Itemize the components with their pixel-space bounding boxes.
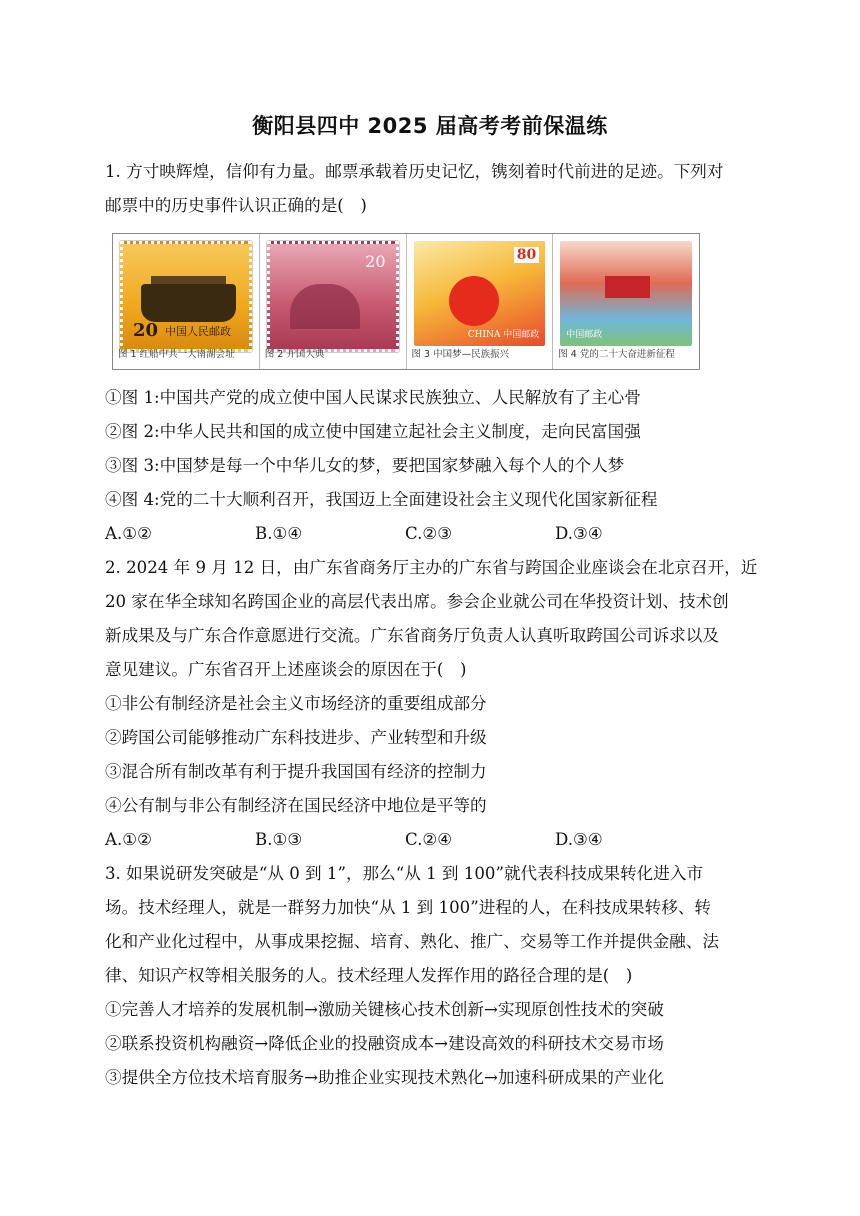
q1-stem-line: 邮票中的历史事件认识正确的是( ) (105, 196, 367, 215)
q2-stem-line: 2. 2024 年 9 月 12 日，由广东省商务厅主办的广东省与跨国企业座谈会在北京召开，近 (105, 558, 758, 577)
stamp-4-issuer: 中国邮政 (566, 330, 603, 340)
stamp-3-issuer: CHINA 中国邮政 (467, 330, 540, 340)
q1-item: ①图 1:中国共产党的成立使中国人民谋求民族独立、人民解放有了主心骨 (105, 388, 641, 407)
q2-option-b[interactable]: B.①③ (255, 830, 303, 849)
stamp-1-issuer: 中国人民邮政 (165, 325, 231, 338)
q3-stem-line: 场。技术经理人，就是一群努力加快“从 1 到 100”进程的人，在科技成果转移、转 (105, 898, 712, 917)
stamp-3-value: 80 (514, 247, 539, 263)
q2-stem-line: 20 家在华全球知名跨国企业的高层代表出席。参会企业就公司在华投资计划、技术创 (105, 592, 729, 611)
q2-item: ①非公有制经济是社会主义市场经济的重要组成部分 (105, 694, 487, 713)
q1-option-d[interactable]: D.③④ (555, 524, 603, 543)
q1-options (105, 524, 760, 544)
stamp-1-caption: 图 1 红船中共一大南湖会址 (118, 349, 235, 360)
q1-option-b[interactable]: B.①④ (255, 524, 303, 543)
stamp-2-image (267, 241, 399, 352)
q1-item: ②图 2:中华人民共和国的成立使中国建立起社会主义制度，走向民富国强 (105, 422, 641, 441)
q2-item: ②跨国公司能够推动广东科技进步、产业转型和升级 (105, 728, 487, 747)
page-title: 衡阳县四中 2025 届高考考前保温练 (252, 114, 608, 138)
stamp-1-image (120, 241, 252, 352)
q1-item: ③图 3:中国梦是每一个中华儿女的梦，要把国家梦融入每个人的个人梦 (105, 456, 625, 475)
stamp-figure (112, 233, 700, 370)
stamp-3-caption: 图 3 中国梦—民族振兴 (411, 349, 510, 360)
stamp-2 (260, 234, 407, 369)
stamp-2-caption: 图 2 开国大典 (264, 349, 325, 360)
q3-item: ②联系投资机构融资→降低企业的投融资成本→建设高效的科研技术交易市场 (105, 1034, 664, 1053)
stamp-4-caption: 图 4 党的二十大奋进新征程 (558, 349, 675, 360)
q3-item: ③提供全方位技术培育服务→助推企业实现技术熟化→加速科研成果的产业化 (105, 1068, 664, 1087)
q3-stem-line: 律、知识产权等相关服务的人。技术经理人发挥作用的路径合理的是( ) (105, 966, 633, 985)
q2-stem-line: 新成果及与广东合作意愿进行交流。广东省商务厅负责人认真听取跨国公司诉求以及 (105, 626, 719, 645)
q2-option-a[interactable]: A.①② (105, 830, 153, 849)
q3-stem-line: 3. 如果说研发突破是“从 0 到 1”，那么“从 1 到 100”就代表科技成果转化进入市 (105, 864, 704, 883)
q1-stem-line: 1. 方寸映辉煌，信仰有力量。邮票承载着历史记忆，镌刻着时代前进的足迹。下列对 (105, 162, 724, 181)
stamp-3 (407, 234, 554, 369)
stamp-2-value: 20 (365, 252, 386, 271)
q2-options (105, 830, 760, 850)
stamp-4 (553, 234, 699, 369)
q1-item: ④图 4:党的二十大顺利召开，我国迈上全面建设社会主义现代化国家新征程 (105, 490, 658, 509)
q2-item: ③混合所有制改革有利于提升我国国有经济的控制力 (105, 762, 487, 781)
q1-option-a[interactable]: A.①② (105, 524, 153, 543)
q2-option-c[interactable]: C.②④ (405, 830, 453, 849)
q3-stem-line: 化和产业化过程中，从事成果挖掘、培育、熟化、推广、交易等工作并提供金融、法 (105, 932, 719, 951)
q3-item: ①完善人才培养的发展机制→激励关键核心技术创新→实现原创性技术的突破 (105, 1000, 664, 1019)
q2-stem-line: 意见建议。广东省召开上述座谈会的原因在于( ) (105, 660, 467, 679)
q2-item: ④公有制与非公有制经济在国民经济中地位是平等的 (105, 796, 487, 815)
q1-option-c[interactable]: C.②③ (405, 524, 453, 543)
stamp-1-value: 20 (133, 320, 159, 341)
q2-option-d[interactable]: D.③④ (555, 830, 603, 849)
stamp-3-image (414, 241, 546, 346)
stamp-4-image (560, 241, 692, 346)
stamp-1 (113, 234, 260, 369)
